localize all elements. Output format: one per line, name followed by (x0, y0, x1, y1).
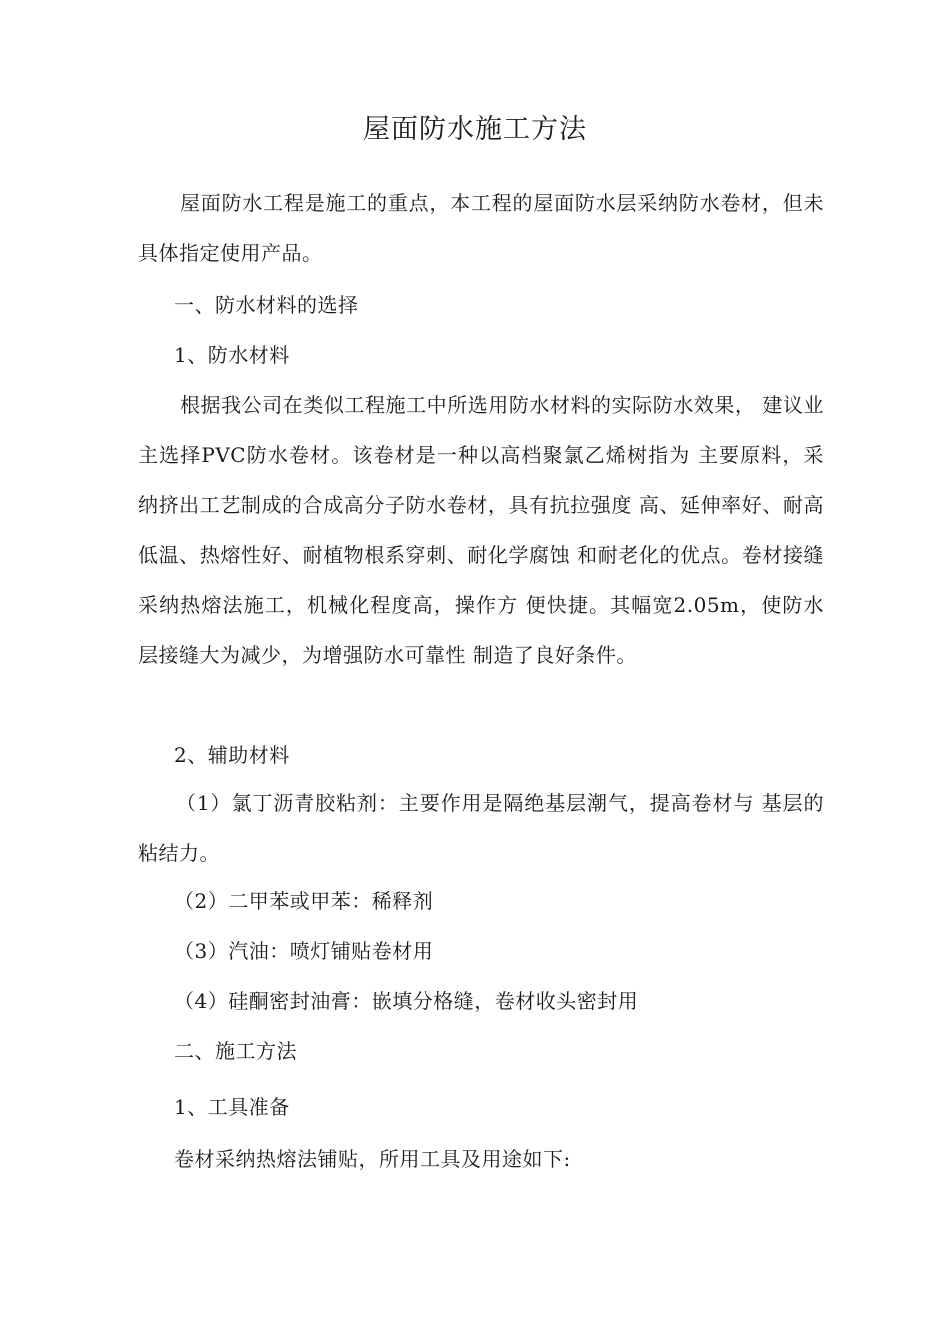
tools-intro-text: 卷材采纳热熔法铺贴，所用工具及用途如下: (174, 1147, 571, 1171)
aux-item-3: （3）汽油：喷灯铺贴卷材用 (174, 939, 434, 963)
document-title: 屋面防水施工方法 (363, 114, 587, 145)
section1-heading: 一、防水材料的选择 (174, 293, 359, 317)
section1-sub1-heading: 1、防水材料 (174, 343, 290, 367)
aux-item-4: （4）硅酮密封油膏：嵌填分格缝，卷材收头密封用 (174, 989, 639, 1013)
waterproof-material-paragraph: 根据我公司在类似工程施工中所选用防水材料的实际防水效果， 建议业主选择PVC防水卷材。该卷材是一种以高档聚氯乙烯树指为 主要原料，采纳挤出工艺制成的合成高分子防水卷材，具有抗拉强度 高、延伸率好、耐高低温、热熔性好、耐植物根系穿刺、耐化学腐蚀 和耐老化的优点。卷材接缝采纳热熔法施工，机械化程度高，操作方 便快捷。其幅宽2.05m，使防水层接缝大为减少，为增强防水可靠性 制造了良好条件。 (138, 393, 824, 667)
aux-item-2: （2）二甲苯或甲苯：稀释剂 (174, 889, 434, 913)
section1-sub2-heading: 2、辅助材料 (174, 743, 290, 767)
aux-item-1: （1）氯丁沥青胶粘剂：主要作用是隔绝基层潮气，提高卷材与 基层的粘结力。 (138, 791, 824, 865)
intro-paragraph: 屋面防水工程是施工的重点，本工程的屋面防水层采纳防水卷材，但未具体指定使用产品。 (138, 191, 824, 265)
section2-sub1-heading: 1、工具准备 (174, 1095, 290, 1119)
section2-heading: 二、施工方法 (174, 1039, 297, 1063)
